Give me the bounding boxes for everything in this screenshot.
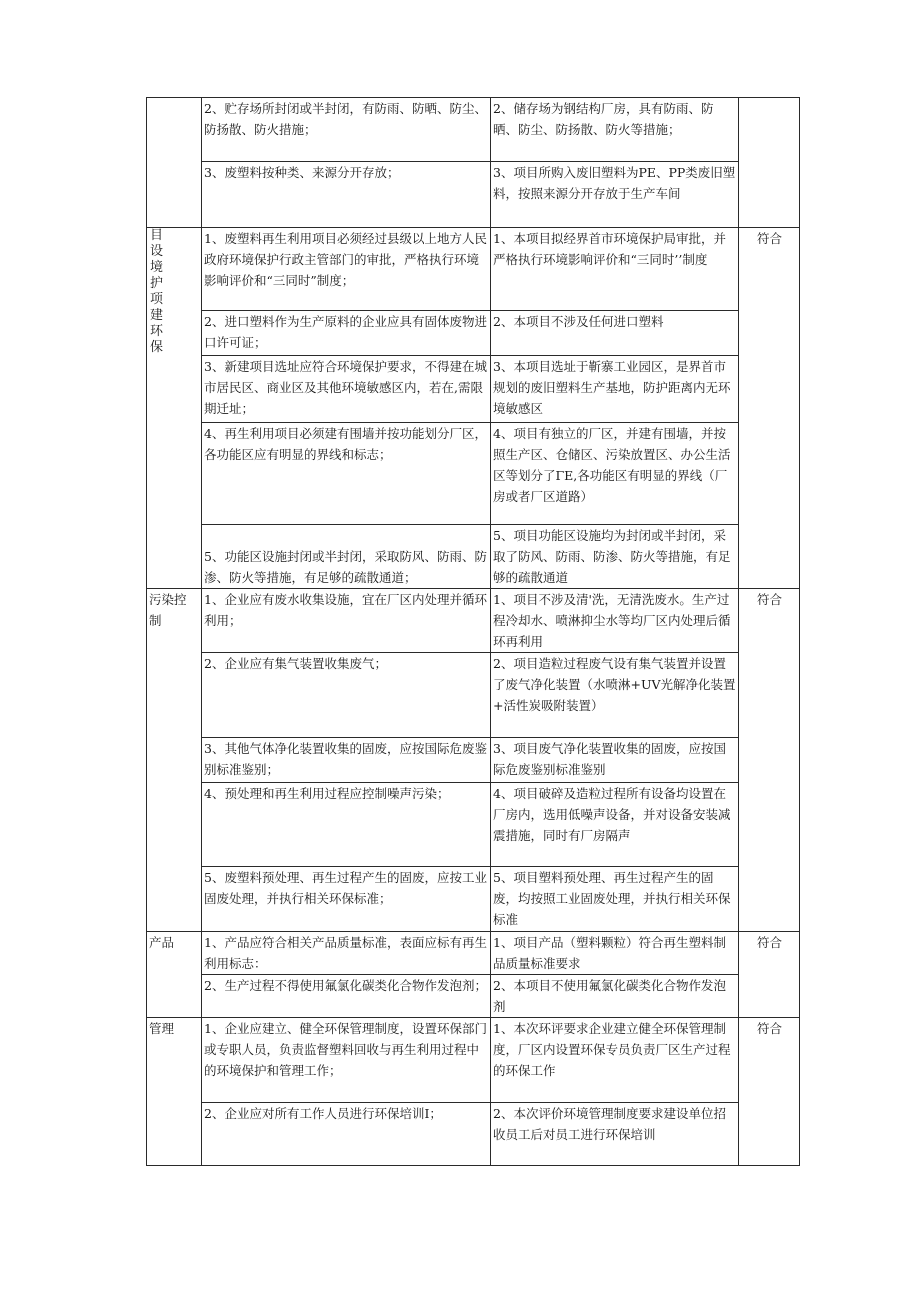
requirement-cell: 2、贮存场所封闭或半封闭，有防雨、防晒、防尘、防扬散、防火措施；: [202, 98, 491, 162]
compliance-table: [146, 97, 800, 1166]
requirement-cell: 5、废塑料预处理、再生过程产生的固废，应按工业固废处理，并执行相关环保标准；: [202, 867, 491, 932]
implementation-cell: 5、项目塑料预处理、再生过程产生的固废，均按照工业固废处理，并执行相关环保标准: [491, 867, 739, 932]
implementation-cell: 1、项目产品（塑料颗粒）符合再生塑料制品质量标准要求: [491, 932, 739, 975]
table-row: [147, 932, 800, 975]
requirement-cell: 1、产品应符合相关产品质量标准，表面应标有再生利用标志：: [202, 932, 491, 975]
requirement-cell: 1、企业应建立、健全环保管理制度，设置环保部门或专职人员，负责监督塑料回收与再生利用过程中的环境保护和管理工作；: [202, 1018, 491, 1103]
implementation-cell: 4、项目破碎及造粒过程所有设备均设置在厂房内，选用低噪声设备，并对设备安装减震措施，同时有厂房隔声: [491, 783, 739, 867]
implementation-cell: 2、本项目不使用氟氯化碳类化合物作发泡剂: [491, 975, 739, 1018]
table-row: [147, 311, 800, 356]
category-cell: [147, 589, 202, 932]
table-row: [147, 975, 800, 1018]
table-row: [147, 738, 800, 783]
table-row: [147, 1018, 800, 1103]
implementation-cell: 1、项目不涉及清'洗，无清洗废水。生产过程冷却水、喷淋抑尘水等均厂区内处理后循环再利用: [491, 589, 739, 653]
table-row: [147, 356, 800, 423]
requirement-cell: 2、企业应对所有工作人员进行环保培训I；: [202, 1103, 491, 1166]
requirement-cell: 4、预处理和再生利用过程应控制噪声污染；: [202, 783, 491, 867]
table-row: [147, 783, 800, 867]
implementation-cell: 3、本项目选址于靳寨工业园区，是界首市规划的废旧塑料生产基地，防护距离内无环境敏感区: [491, 356, 739, 423]
verdict-cell: 符合: [739, 932, 800, 1018]
requirement-cell: 2、企业应有集气装置收集废气；: [202, 653, 491, 738]
table-row: [147, 589, 800, 653]
category-cell: [147, 1018, 202, 1166]
implementation-cell: 3、项目废气净化装置收集的固废，应按国际危废鉴别标准鉴别: [491, 738, 739, 783]
requirement-cell: 5、功能区设施封闭或半封闭，采取防风、防雨、防渗、防火等措施，有足够的疏散通道；: [202, 525, 491, 589]
implementation-cell: 1、本次环评要求企业建立健全环保管理制度，厂区内设置环保专员负责厂区生产过程的环保工作: [491, 1018, 739, 1103]
requirement-cell: 2、生产过程不得使用氟氯化碳类化合物作发泡剂；: [202, 975, 491, 1018]
requirement-cell: 1、企业应有废水收集设施，宜在厂区内处理并循环利用；: [202, 589, 491, 653]
table-row: [147, 1103, 800, 1166]
implementation-cell: 5、项目功能区设施均为封闭或半封闭，采取了防风、防雨、防渗、防火等措施，有足够的疏散通道: [491, 525, 739, 589]
verdict-cell: [739, 98, 800, 228]
verdict-cell: 符合: [739, 1018, 800, 1166]
category-label: 污染控制: [149, 592, 187, 628]
table-row: [147, 867, 800, 932]
requirement-cell: 3、其他气体净化装置收集的固废，应按国际危废鉴别标准鉴别；: [202, 738, 491, 783]
table-row: [147, 423, 800, 525]
category-cell: [147, 228, 202, 589]
requirement-cell: 4、再生利用项目必须建有围墙并按功能划分厂区，各功能区应有明显的界线和标志；: [202, 423, 491, 525]
implementation-cell: 1、本项目拟经界首市环境保护局审批，并严格执行环境影响评价和“三同时’’制度: [491, 228, 739, 311]
implementation-cell: 2、项目造粒过程废气设有集气装置并设置了废气净化装置（水喷淋+UV光解净化装置+活性炭吸附装置）: [491, 653, 739, 738]
implementation-cell: 3、项目所购入废旧塑料为PE、PP类废旧塑料，按照来源分开存放于生产车间: [491, 162, 739, 228]
implementation-cell: 2、本项目不涉及任何进口塑料: [491, 311, 739, 356]
implementation-cell: 4、项目有独立的厂区，并建有围墙，并按照生产区、仓储区、污染放置区、办公生活区等划分了ΓE,各功能区有明显的界线（厂房或者厂区道路）: [491, 423, 739, 525]
requirement-cell: 2、进口塑料作为生产原料的企业应具有固体废物进口许可证；: [202, 311, 491, 356]
implementation-cell: 2、本次评价环境管理制度要求建设单位招收员工后对员工进行环保培训: [491, 1103, 739, 1166]
category-label: 目设境护项建环保: [150, 228, 164, 355]
requirement-cell: 1、废塑料再生利用项目必须经过县级以上地方人民政府环境保护行政主管部门的审批，严格执行环境影响评价和“三同时”制度；: [202, 228, 491, 311]
requirement-cell: 3、新建项目选址应符合环境保护要求，不得建在城市居民区、商业区及其他环境敏感区内，若在,需限期迁址；: [202, 356, 491, 423]
verdict-cell: 符合: [739, 589, 800, 932]
requirement-cell: 3、废塑料按种类、来源分开存放；: [202, 162, 491, 228]
table-row: [147, 525, 800, 589]
category-label: 产品: [149, 935, 175, 950]
category-label: 管理: [149, 1021, 175, 1036]
verdict-cell: 符合: [739, 228, 800, 589]
category-cell: [147, 932, 202, 1018]
table-row: [147, 162, 800, 228]
implementation-cell: 2、储存场为钢结构厂房，具有防雨、防晒、防尘、防扬散、防火等措施；: [491, 98, 739, 162]
table-row: [147, 228, 800, 311]
table-row: [147, 98, 800, 162]
category-cell: [147, 98, 202, 228]
table-row: [147, 653, 800, 738]
